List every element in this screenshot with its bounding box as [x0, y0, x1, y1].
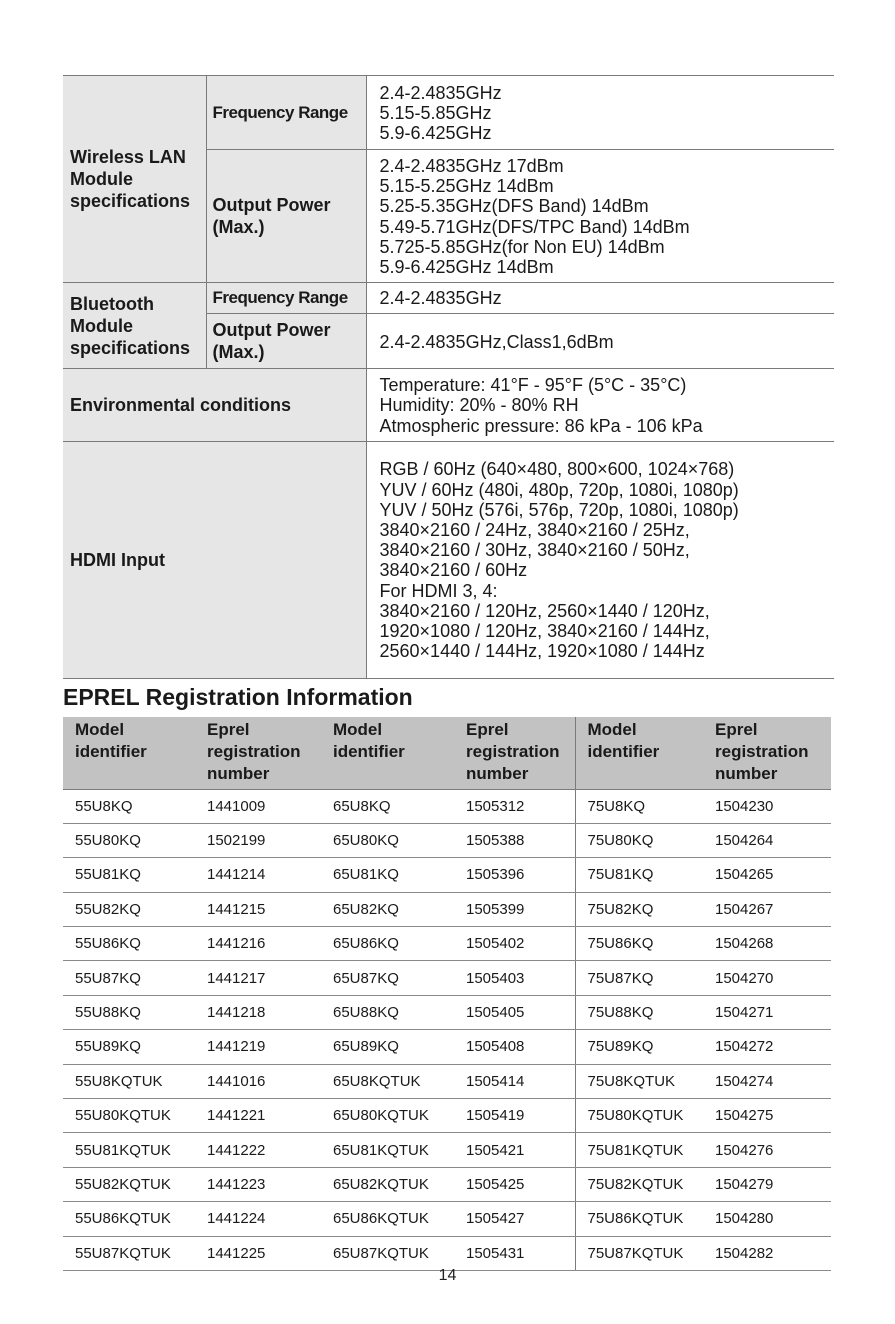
eprel-number-cell: 1505399: [454, 892, 575, 926]
model-identifier-cell: 75U80KQTUK: [575, 1099, 703, 1133]
model-identifier-cell: 75U80KQ: [575, 823, 703, 857]
eprel-number-cell: 1504230: [703, 789, 831, 823]
spec-value-line: 5.25-5.35GHz(DFS Band) 14dBm: [379, 196, 649, 217]
model-identifier-cell: 75U81KQ: [575, 858, 703, 892]
spec-value-line: 5.49-5.71GHz(DFS/TPC Band) 14dBm: [379, 216, 690, 237]
header-eprel-number: Eprel registration number: [195, 717, 321, 789]
spec-value-line: 3840×2160 / 60Hz: [379, 560, 528, 581]
model-identifier-cell: 55U82KQ: [63, 892, 195, 926]
spec-value-line: 1920×1080 / 120Hz, 3840×2160 / 144Hz,: [379, 620, 710, 641]
eprel-number-cell: 1504282: [703, 1236, 831, 1270]
spec-value-line: 5.15-5.25GHz 14dBm: [379, 176, 554, 197]
spec-value-line: For HDMI 3, 4:: [379, 580, 498, 601]
model-identifier-cell: 75U82KQ: [575, 892, 703, 926]
header-model-identifier: Model identifier: [575, 717, 703, 789]
eprel-number-cell: 1504264: [703, 823, 831, 857]
model-identifier-cell: 55U82KQTUK: [63, 1167, 195, 1201]
table-row: [63, 995, 831, 1029]
model-identifier-cell: 55U89KQ: [63, 1030, 195, 1064]
eprel-number-cell: 1505421: [454, 1133, 575, 1167]
header-model-identifier: Model identifier: [63, 717, 195, 789]
eprel-number-cell: 1504271: [703, 995, 831, 1029]
model-identifier-cell: 65U87KQ: [321, 961, 454, 995]
eprel-number-cell: 1505419: [454, 1099, 575, 1133]
eprel-number-cell: 1505312: [454, 789, 575, 823]
model-identifier-cell: 55U8KQTUK: [63, 1064, 195, 1098]
table-row: [63, 1167, 831, 1201]
eprel-header-row: [63, 717, 831, 789]
model-identifier-cell: 65U8KQ: [321, 789, 454, 823]
spec-value-line: 5.725-5.85GHz(for Non EU) 14dBm: [379, 236, 665, 257]
model-identifier-cell: 75U87KQTUK: [575, 1236, 703, 1270]
eprel-number-cell: 1505405: [454, 995, 575, 1029]
model-identifier-cell: 75U89KQ: [575, 1030, 703, 1064]
eprel-number-cell: 1504275: [703, 1099, 831, 1133]
eprel-number-cell: 1504279: [703, 1167, 831, 1201]
eprel-number-cell: 1441016: [195, 1064, 321, 1098]
eprel-number-cell: 1504265: [703, 858, 831, 892]
model-identifier-cell: 65U80KQ: [321, 823, 454, 857]
eprel-number-cell: 1441009: [195, 789, 321, 823]
spec-value-line: Temperature: 41°F - 95°F (5°C - 35°C): [379, 375, 687, 396]
eprel-number-cell: 1505396: [454, 858, 575, 892]
eprel-number-cell: 1441221: [195, 1099, 321, 1133]
table-row: [63, 1133, 831, 1167]
eprel-number-cell: 1505414: [454, 1064, 575, 1098]
spec-value-line: YUV / 60Hz (480i, 480p, 720p, 1080i, 1080p): [379, 479, 739, 500]
eprel-rows: [63, 789, 831, 1270]
table-row: [63, 927, 831, 961]
spec-value-line: Atmospheric pressure: 86 kPa - 106 kPa: [379, 415, 703, 436]
model-identifier-cell: 65U8KQTUK: [321, 1064, 454, 1098]
model-identifier-cell: 55U81KQTUK: [63, 1133, 195, 1167]
wlan-frequency-values: [366, 76, 834, 150]
wlan-power-values: [366, 150, 834, 283]
environment-values: [366, 369, 834, 442]
bluetooth-power-value: 2.4-2.4835GHz,Class1,6dBm: [366, 314, 834, 369]
spec-value-line: 2.4-2.4835GHz: [379, 82, 502, 103]
model-identifier-cell: 65U86KQTUK: [321, 1202, 454, 1236]
eprel-number-cell: 1441224: [195, 1202, 321, 1236]
spec-value-line: 5.9-6.425GHz 14dBm: [379, 257, 554, 278]
model-identifier-cell: 75U88KQ: [575, 995, 703, 1029]
eprel-number-cell: 1505402: [454, 927, 575, 961]
hdmi-values: [366, 441, 834, 678]
table-row: [63, 961, 831, 995]
table-row: [63, 823, 831, 857]
spec-value-line: 5.9-6.425GHz: [379, 123, 492, 144]
environment-label: Environmental conditions: [63, 369, 366, 442]
eprel-number-cell: 1504274: [703, 1064, 831, 1098]
eprel-number-cell: 1505427: [454, 1202, 575, 1236]
eprel-number-cell: 1441216: [195, 927, 321, 961]
model-identifier-cell: 75U86KQ: [575, 927, 703, 961]
table-row: [63, 892, 831, 926]
model-identifier-cell: 55U88KQ: [63, 995, 195, 1029]
model-identifier-cell: 65U82KQ: [321, 892, 454, 926]
model-identifier-cell: 55U86KQ: [63, 927, 195, 961]
model-identifier-cell: 75U8KQTUK: [575, 1064, 703, 1098]
spec-value-line: 3840×2160 / 24Hz, 3840×2160 / 25Hz,: [379, 519, 690, 540]
hdmi-label: HDMI Input: [63, 441, 366, 678]
spec-value-line: 5.15-5.85GHz: [379, 102, 492, 123]
eprel-number-cell: 1502199: [195, 823, 321, 857]
eprel-number-cell: 1505425: [454, 1167, 575, 1201]
spec-value-line: 3840×2160 / 120Hz, 2560×1440 / 120Hz,: [379, 600, 710, 621]
model-identifier-cell: 65U88KQ: [321, 995, 454, 1029]
eprel-number-cell: 1505408: [454, 1030, 575, 1064]
bluetooth-frequency-value: 2.4-2.4835GHz: [366, 283, 834, 314]
page-number: 14: [438, 1267, 457, 1284]
eprel-registration-table: [63, 717, 831, 1271]
model-identifier-cell: 55U87KQTUK: [63, 1236, 195, 1270]
eprel-number-cell: 1505403: [454, 961, 575, 995]
model-identifier-cell: 55U81KQ: [63, 858, 195, 892]
header-model-identifier: Model identifier: [321, 717, 454, 789]
eprel-number-cell: 1441223: [195, 1167, 321, 1201]
eprel-number-cell: 1441214: [195, 858, 321, 892]
model-identifier-cell: 65U80KQTUK: [321, 1099, 454, 1133]
bluetooth-power-label: Output Power (Max.): [206, 314, 366, 369]
eprel-number-cell: 1504276: [703, 1133, 831, 1167]
spec-value-line: RGB / 60Hz (640×480, 800×600, 1024×768): [379, 459, 735, 480]
eprel-number-cell: 1441219: [195, 1030, 321, 1064]
model-identifier-cell: 55U80KQ: [63, 823, 195, 857]
wlan-frequency-label: Frequency Range: [206, 76, 366, 150]
table-row: [63, 1030, 831, 1064]
model-identifier-cell: 55U8KQ: [63, 789, 195, 823]
eprel-number-cell: 1441215: [195, 892, 321, 926]
spec-value-line: 3840×2160 / 30Hz, 3840×2160 / 50Hz,: [379, 540, 690, 561]
model-identifier-cell: 55U86KQTUK: [63, 1202, 195, 1236]
spec-value-line: Humidity: 20% - 80% RH: [379, 395, 579, 416]
header-eprel-number: Eprel registration number: [703, 717, 831, 789]
wlan-label: Wireless LAN Module specifications: [63, 76, 206, 283]
eprel-number-cell: 1504270: [703, 961, 831, 995]
spec-value-line: 2560×1440 / 144Hz, 1920×1080 / 144Hz: [379, 641, 705, 662]
table-row: [63, 858, 831, 892]
model-identifier-cell: 65U81KQ: [321, 858, 454, 892]
eprel-section-title: EPREL Registration Information: [63, 684, 413, 710]
bluetooth-label: Bluetooth Module specifications: [63, 283, 206, 369]
model-identifier-cell: 65U81KQTUK: [321, 1133, 454, 1167]
header-eprel-number: Eprel registration number: [454, 717, 575, 789]
eprel-number-cell: 1504272: [703, 1030, 831, 1064]
model-identifier-cell: 75U87KQ: [575, 961, 703, 995]
model-identifier-cell: 75U81KQTUK: [575, 1133, 703, 1167]
model-identifier-cell: 65U86KQ: [321, 927, 454, 961]
table-row: [63, 1099, 831, 1133]
spec-value-line: 2.4-2.4835GHz 17dBm: [379, 156, 564, 176]
table-row: [63, 789, 831, 823]
table-row: [63, 1202, 831, 1236]
spec-value-line: YUV / 50Hz (576i, 576p, 720p, 1080i, 1080p): [379, 499, 739, 520]
model-identifier-cell: 65U87KQTUK: [321, 1236, 454, 1270]
eprel-number-cell: 1505431: [454, 1236, 575, 1270]
eprel-number-cell: 1504280: [703, 1202, 831, 1236]
model-identifier-cell: 55U80KQTUK: [63, 1099, 195, 1133]
model-identifier-cell: 65U82KQTUK: [321, 1167, 454, 1201]
eprel-number-cell: 1505388: [454, 823, 575, 857]
model-identifier-cell: 75U86KQTUK: [575, 1202, 703, 1236]
model-identifier-cell: 65U89KQ: [321, 1030, 454, 1064]
eprel-number-cell: 1504268: [703, 927, 831, 961]
bluetooth-frequency-label: Frequency Range: [206, 283, 366, 314]
model-identifier-cell: 75U8KQ: [575, 789, 703, 823]
table-row: [63, 1064, 831, 1098]
eprel-number-cell: 1441222: [195, 1133, 321, 1167]
model-identifier-cell: 75U82KQTUK: [575, 1167, 703, 1201]
specifications-table: [63, 75, 834, 679]
model-identifier-cell: 55U87KQ: [63, 961, 195, 995]
eprel-number-cell: 1441218: [195, 995, 321, 1029]
eprel-number-cell: 1504267: [703, 892, 831, 926]
eprel-number-cell: 1441225: [195, 1236, 321, 1270]
wlan-power-label: Output Power (Max.): [206, 150, 366, 283]
eprel-number-cell: 1441217: [195, 961, 321, 995]
